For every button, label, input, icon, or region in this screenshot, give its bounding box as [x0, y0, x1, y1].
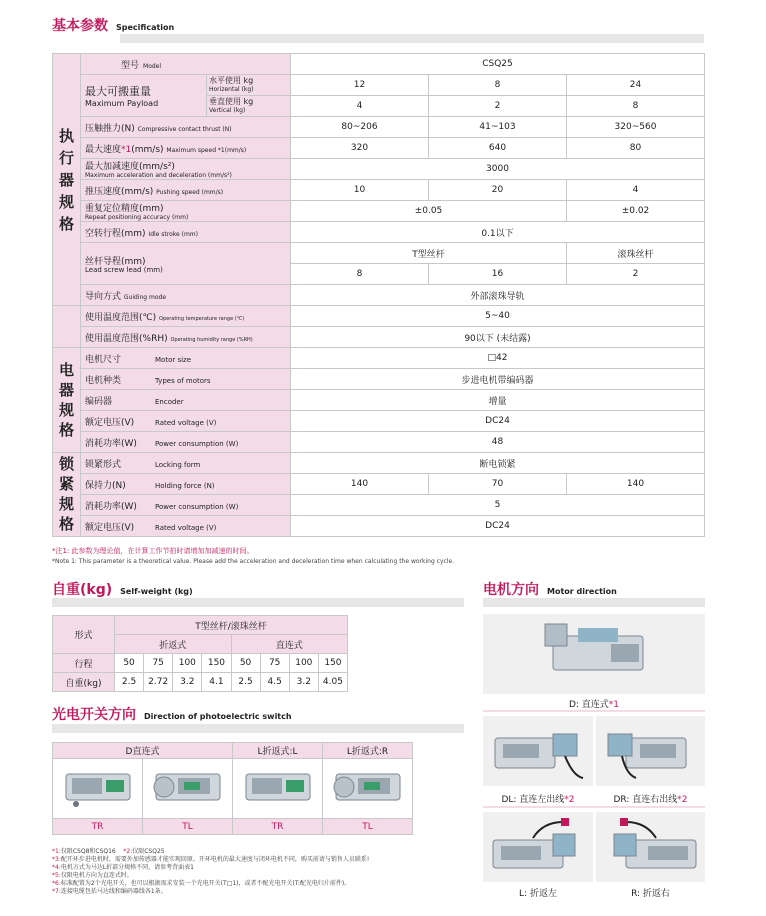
- lock-power-value: 5: [291, 495, 705, 516]
- category-lock: [53, 453, 81, 537]
- motor-d-image: [483, 614, 705, 694]
- holding-zh: 保持力(N): [85, 480, 126, 491]
- footnote: [52, 888, 462, 896]
- weight-cell: 4.5: [260, 673, 289, 692]
- motor-type-value: 步进电机带编码器: [291, 369, 705, 390]
- footnote: [52, 872, 462, 880]
- motor-dl-image: [483, 716, 593, 786]
- vertical-label: [207, 96, 291, 117]
- lock-form-label: [81, 453, 291, 474]
- category-actuator: [53, 54, 81, 306]
- encoder-value: 增量: [291, 390, 705, 411]
- power-label: [81, 432, 291, 453]
- horizontal-zh: 水平使用 kg: [209, 76, 254, 85]
- weight-cell: 2.72: [144, 673, 173, 692]
- accel-en: Maximum acceleration and deceleration (mm/s²): [85, 172, 232, 179]
- motor-l-image: [483, 812, 593, 882]
- footnote-text: 电机方式为马达L折部分规格不同，请参考背面表1: [60, 864, 195, 871]
- guide-label: [81, 285, 291, 306]
- motor-dr-illustration: [596, 716, 705, 786]
- lock-form-value: 断电锁紧: [291, 453, 705, 474]
- photo-dir-label: TL: [323, 819, 413, 835]
- payload-zh: 最大可搬重量: [85, 84, 151, 98]
- lead-zh: 丝杆导程(mm): [85, 256, 146, 267]
- motor-dr-caption: [596, 792, 705, 805]
- weight-form-label: 形式: [53, 616, 115, 654]
- thrust-value: 320~560: [567, 117, 705, 138]
- model-value: CSQ25: [291, 54, 705, 75]
- model-label-en: Model: [143, 62, 162, 70]
- encoder-label: [81, 390, 291, 411]
- stroke-cell: 150: [318, 654, 347, 673]
- accel-zh: 最大加减速度(mm/s²): [85, 162, 175, 172]
- power-en: Power consumption (W): [155, 439, 239, 448]
- weight-cell: 2.5: [115, 673, 144, 692]
- voltage-zh: 额定电压(V): [85, 417, 135, 428]
- motor-dl-label: DL: 直连左出线: [501, 795, 565, 805]
- motor-d-strip: [483, 710, 705, 712]
- footnote-text: 仅限CSQ25: [132, 848, 165, 855]
- accel-label: [81, 159, 291, 180]
- photo-d-label: D直连式: [53, 743, 233, 759]
- holding-value: 70: [429, 474, 567, 495]
- photo-dir-label: TR: [233, 819, 323, 835]
- repeat-value: ±0.05: [291, 201, 567, 222]
- vertical-value: 2: [429, 96, 567, 117]
- thrust-label: [81, 117, 291, 138]
- note-1-zh: *注1: 此参数为理论值，在计算工作节拍时请增加加减速的时间。: [52, 547, 254, 555]
- humidity-en: Operating humidity range (%RH): [170, 336, 253, 343]
- thrust-zh: 压触推力(N): [85, 123, 135, 134]
- lock-voltage-zh: 额定电压(V): [85, 522, 135, 533]
- motor-r-illustration: [596, 812, 705, 882]
- payload-label: [81, 75, 207, 117]
- weight-self-label: 自重(kg): [53, 673, 115, 692]
- weight-cell: 3.2: [173, 673, 202, 692]
- thrust-value: 80~206: [291, 117, 429, 138]
- model-label: [81, 54, 291, 75]
- vertical-zh: 垂直使用 kg: [209, 97, 254, 106]
- humidity-zh: 使用温度范围(%RH): [85, 333, 168, 344]
- temp-zh: 使用温度范围(℃): [85, 312, 157, 323]
- push-en: Pushing speed (mm/s): [156, 188, 224, 196]
- model-label-zh: 型号: [121, 60, 140, 71]
- speed-value: 320: [291, 138, 429, 159]
- motor-type-label: [81, 369, 291, 390]
- category-electric-label: 电器规格: [58, 360, 74, 439]
- repeat-zh: 重复定位精度(mm): [85, 204, 164, 214]
- voltage-en: Rated voltage (V): [155, 418, 217, 427]
- footnote-mark: *5:: [52, 872, 61, 879]
- footnotes: [52, 848, 462, 896]
- motor-l-caption: [483, 886, 593, 899]
- humidity-label: [81, 327, 291, 348]
- lead-value: 8: [291, 264, 429, 285]
- motor-dl-mark: *2: [564, 795, 575, 805]
- speed-value: 80: [567, 138, 705, 159]
- temp-label: [81, 306, 291, 327]
- spec-section-header: [52, 14, 174, 34]
- motor-type-zh: 电机种类: [85, 375, 122, 386]
- motor-size-en: Motor size: [155, 355, 192, 364]
- motor-dr-image: [596, 716, 705, 786]
- stroke-cell: 100: [173, 654, 202, 673]
- footnote-text: 标准配置为2个光电开关，也可以根据需求安装一个光电开关(T□1)，或者不配光电开关(T:配光电归片前件)。: [60, 880, 351, 887]
- category-actuator-label: 执行器规格: [58, 126, 74, 233]
- motor-header-bar: [483, 598, 705, 607]
- motor-size-label: [81, 348, 291, 369]
- photo-lr-label: L折返式:R: [323, 743, 413, 759]
- lock-voltage-en: Rated voltage (V): [155, 523, 217, 532]
- lead-value: 2: [567, 264, 705, 285]
- thrust-en: Compressive contact thrust (N): [137, 125, 232, 133]
- category-actuator-cont: [53, 306, 81, 348]
- category-lock-label: 锁紧规格: [58, 455, 74, 533]
- motor-dr-label: DR: 直连右出线: [613, 795, 678, 805]
- stroke-cell: 50: [115, 654, 144, 673]
- footnote-mark: *6:: [52, 880, 61, 887]
- weight-fold-label: 折返式: [115, 635, 232, 654]
- temp-en: Operating temperature range (℃): [159, 315, 245, 322]
- stroke-cell: 150: [202, 654, 231, 673]
- category-electric: [53, 348, 81, 453]
- note-1-en: *Note 1: This parameter is a theoretical value. Please add the acceleration and deceleration time when calculating the working cycle.: [52, 558, 455, 565]
- idle-value: 0.1以下: [291, 222, 705, 243]
- power-value: 48: [291, 432, 705, 453]
- footnote: [52, 864, 462, 872]
- weight-table: [52, 615, 348, 692]
- lead-value: 16: [429, 264, 567, 285]
- horizontal-label: [207, 75, 291, 96]
- motor-size-zh: 电机尺寸: [85, 354, 122, 365]
- speed-mark: *1: [121, 144, 132, 155]
- lock-power-label: [81, 495, 291, 516]
- motor-dl-strip: [483, 806, 705, 808]
- push-value: 4: [567, 180, 705, 201]
- spec-title-en: Specification: [116, 23, 175, 32]
- motor-dl-caption: [483, 792, 593, 805]
- horizontal-en: Horizental (kg): [209, 86, 254, 93]
- holding-en: Holding force (N): [155, 481, 215, 490]
- motor-l-illustration: [483, 812, 593, 882]
- holding-value: 140: [567, 474, 705, 495]
- photo-ll-label: L折返式:L: [233, 743, 323, 759]
- photo-header-bar: [52, 724, 464, 733]
- footnote: [52, 848, 462, 856]
- lock-power-zh: 消耗功率(W): [85, 501, 137, 512]
- humidity-value: 90以下 (未结露): [291, 327, 705, 348]
- footnote: [52, 880, 462, 888]
- stroke-cell: 75: [260, 654, 289, 673]
- vertical-en: Vertical (kg): [209, 107, 246, 114]
- power-zh: 消耗功率(W): [85, 438, 137, 449]
- push-zh: 推压速度(mm/s): [85, 186, 154, 197]
- encoder-en: Encoder: [155, 397, 184, 406]
- actuator-illustration: [328, 760, 408, 814]
- stroke-cell: 75: [144, 654, 173, 673]
- photo-title-en: Direction of photoelectric switch: [144, 712, 292, 721]
- weight-section-header: [52, 578, 193, 598]
- photo-image-cell: [53, 759, 143, 819]
- motor-dr-mark: *2: [677, 795, 688, 805]
- photo-table: [52, 742, 413, 835]
- lead-en: Lead screw lead (mm): [85, 265, 163, 274]
- photo-image-cell: [323, 759, 413, 819]
- spec-table: [52, 53, 705, 537]
- lead-t-label: T型丝杆: [291, 243, 567, 264]
- lock-form-en: Locking form: [155, 460, 201, 469]
- guide-zh: 导向方式: [85, 291, 122, 302]
- spec-title: 基本参数: [52, 18, 108, 34]
- motor-section-header: [483, 578, 617, 598]
- footnote-text: 仅限电机方向为直连式时。: [60, 872, 133, 879]
- accel-value: 3000: [291, 159, 705, 180]
- actuator-illustration: [238, 760, 318, 814]
- idle-label: [81, 222, 291, 243]
- voltage-label: [81, 411, 291, 432]
- photo-image-cell: [233, 759, 323, 819]
- motor-d-mark: *1: [608, 700, 620, 710]
- guide-en: Guiding mode: [123, 293, 167, 301]
- spec-header-bar: [120, 34, 704, 43]
- repeat-label: [81, 201, 291, 222]
- motor-d-label: D: 直连式: [568, 700, 609, 710]
- vertical-value: 4: [291, 96, 429, 117]
- motor-size-value: □42: [291, 348, 705, 369]
- weight-stroke-label: 行程: [53, 654, 115, 673]
- push-label: [81, 180, 291, 201]
- horizontal-value: 8: [429, 75, 567, 96]
- idle-zh: 空转行程(mm): [85, 228, 146, 239]
- photo-title: 光电开关方向: [52, 707, 136, 723]
- horizontal-value: 24: [567, 75, 705, 96]
- motor-d-caption: [483, 697, 705, 710]
- vertical-value: 8: [567, 96, 705, 117]
- footnote: [52, 856, 462, 864]
- footnote-mark: *1:: [52, 848, 61, 855]
- payload-en: Maximum Payload: [85, 98, 159, 108]
- weight-cell: 3.2: [289, 673, 318, 692]
- stroke-cell: 50: [231, 654, 260, 673]
- weight-top-label: T型丝杆/滚珠丝杆: [115, 616, 348, 635]
- footnote-text: 仅限CSQ8和CSQ16: [60, 848, 116, 855]
- lock-voltage-value: DC24: [291, 516, 705, 537]
- holding-value: 140: [291, 474, 429, 495]
- guide-value: 外部滚珠导轨: [291, 285, 705, 306]
- weight-title-en: Self-weight (kg): [120, 587, 193, 596]
- photo-dir-label: TL: [143, 819, 233, 835]
- actuator-illustration: [148, 760, 228, 814]
- footnote-text: 连接电缆包括马达线和编码器线各1条。: [60, 888, 167, 895]
- stroke-cell: 100: [289, 654, 318, 673]
- speed-zh: 最大速度: [85, 144, 122, 155]
- speed-en: Maximum speed *1(mm/s): [166, 146, 247, 154]
- idle-en: Idle stroke (mm): [148, 230, 198, 238]
- motor-type-en: Types of motors: [155, 376, 211, 385]
- motor-title-en: Motor direction: [547, 587, 617, 596]
- weight-header-bar: [52, 598, 464, 607]
- horizontal-value: 12: [291, 75, 429, 96]
- weight-cell: 4.05: [318, 673, 347, 692]
- footnote-mark: *3:: [52, 856, 61, 863]
- photo-dir-label: TR: [53, 819, 143, 835]
- photo-image-cell: [143, 759, 233, 819]
- repeat-value: ±0.02: [567, 201, 705, 222]
- weight-cell: 2.5: [231, 673, 260, 692]
- repeat-en: Repeat positioning accuracy (mm): [85, 214, 189, 221]
- lock-power-en: Power consumption (W): [155, 502, 239, 511]
- lead-label: [81, 243, 291, 285]
- holding-label: [81, 474, 291, 495]
- footnote-text: 配开环步进电机时，需要外加传感器才能实现回原。开环电机的最大速度与闭环电机不同，购买前请与销售人员联系!: [60, 856, 370, 863]
- push-value: 20: [429, 180, 567, 201]
- speed-label: [81, 138, 291, 159]
- lead-b-label: 滚珠丝杆: [567, 243, 705, 264]
- voltage-value: DC24: [291, 411, 705, 432]
- motor-d-illustration: [483, 614, 705, 694]
- weight-cell: 4.1: [202, 673, 231, 692]
- thrust-value: 41~103: [429, 117, 567, 138]
- temp-value: 5~40: [291, 306, 705, 327]
- footnote-mark: *2:: [123, 848, 133, 855]
- motor-dl-illustration: [483, 716, 593, 786]
- motor-r-caption: [596, 886, 705, 899]
- motor-r-image: [596, 812, 705, 882]
- photo-section-header: [52, 703, 292, 723]
- lock-form-zh: 锁紧形式: [85, 459, 122, 470]
- motor-title: 电机方向: [483, 582, 539, 598]
- lock-voltage-label: [81, 516, 291, 537]
- encoder-zh: 编码器: [85, 396, 113, 407]
- speed-value: 640: [429, 138, 567, 159]
- footnote-mark: *4:: [52, 864, 61, 871]
- weight-title: 自重(kg): [52, 582, 113, 598]
- speed-unit: (mm/s): [131, 144, 164, 155]
- actuator-illustration: [58, 760, 138, 814]
- push-value: 10: [291, 180, 429, 201]
- weight-straight-label: 直连式: [231, 635, 348, 654]
- motor-l-label: L: 折返左: [519, 889, 557, 899]
- motor-r-label: R: 折返右: [631, 889, 670, 899]
- footnote-mark: *7:: [52, 888, 61, 895]
